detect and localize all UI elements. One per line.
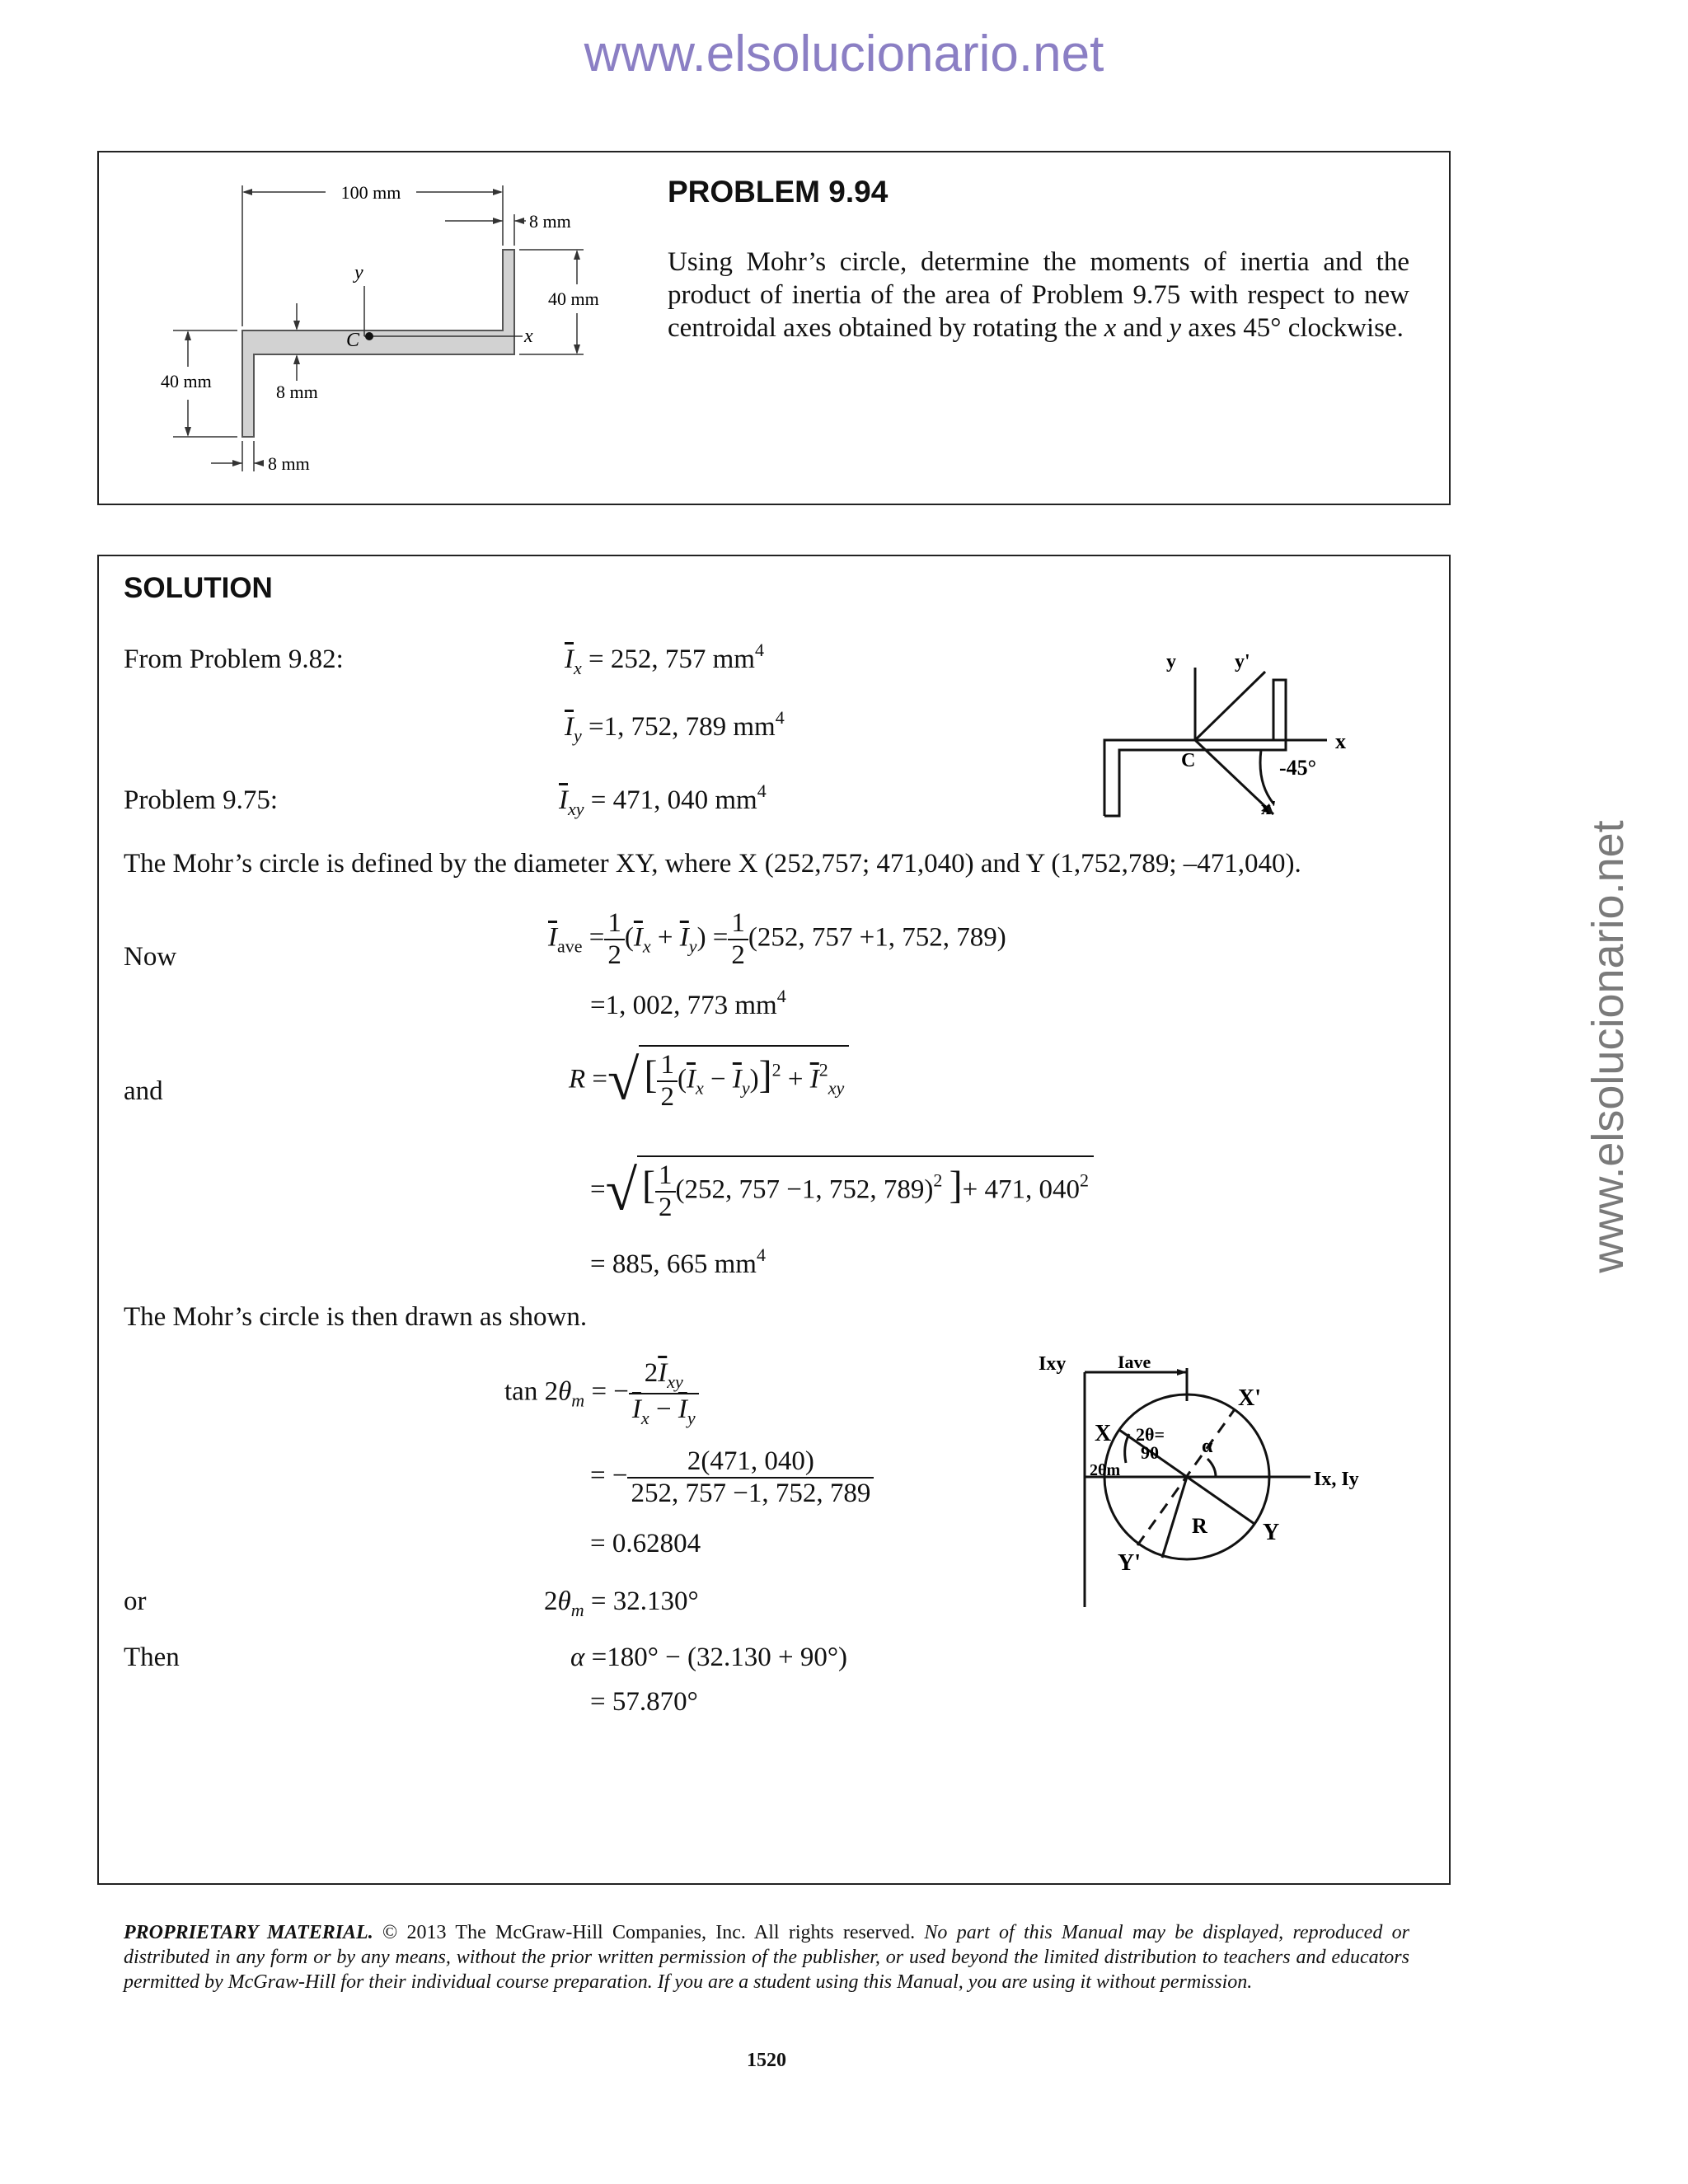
mohr-iave-label: Iave — [1118, 1352, 1151, 1372]
mohr-alpha-label: α — [1202, 1436, 1213, 1457]
mohr-yprime-label: Y' — [1118, 1550, 1141, 1576]
sketch1-angle: -45° — [1279, 756, 1317, 780]
ixy-equation: $\overline{I}_{xy} = 471$, 040 $mm^4$ — [559, 780, 767, 819]
problem-statement: Using Mohr’s circle, determine the moments of inertia and the product of inertia of the area of Problem 9.75 with respect to new centroidal axes obtained by rotating the x and y axes 45° clockwise. — [668, 247, 1409, 343]
problem-975-label: Problem 9.75: — [124, 785, 278, 815]
iy-equation: $\overline{I}_y =1$, 752, 789 $mm^4$ — [565, 707, 785, 746]
copyright-footer: PROPRIETARY MATERIAL. © 2013 The McGraw-Hill Companies, Inc. All rights reserved. No part of this Manual may be displayed, reproduced or distributed in any form or by any means, without the prior written permission of the publisher, or used beyond the limited distribution to teachers and educators permitted by McGraw-Hill for their individual course preparation. If you are a student using this Manual, you are using it without permission. — [124, 1922, 1409, 1993]
sketch1-c: C — [1181, 750, 1196, 771]
r-result: = 885, 665 $mm^4$ — [590, 1244, 766, 1279]
dim-100mm: 100 mm — [340, 182, 401, 203]
page-number: 1520 — [747, 2050, 786, 2071]
r-equation: R =√ [ $\frac{1}{2}$ $(\overline{I}_x - \overline{I}_y)]^2 + \overline{I}^2_{xy}$ — [569, 1045, 849, 1114]
rotated-axes-sketch — [1088, 643, 1401, 832]
mohr-axis-label: Ix, Iy — [1314, 1469, 1359, 1490]
dim-40mm-left: 40 mm — [161, 371, 212, 391]
sketch1-y: y — [1166, 651, 1176, 673]
watermark-side: www.elsolucionario.net — [1583, 820, 1633, 1273]
mohr-circle-sketch — [1039, 1343, 1385, 1615]
alpha-result: = 57.870° — [590, 1687, 698, 1717]
mohr-r-label: R — [1192, 1514, 1207, 1538]
now-label: Now — [124, 942, 177, 972]
mohr-2theta-label: 2θ= — [1136, 1424, 1165, 1445]
iave-equation: $\overline{I}_{ave}$ = $\frac{1}{2}$ $(\overline{I}_x + \overline{I}_y)$ = $\frac{1}{2}$ (252, 757 +1, 752, 789) — [548, 908, 1006, 970]
mohr-2theta-m-label: 2θm — [1090, 1461, 1121, 1479]
two-theta-equation: $2\theta_m = 32.130^\circ$ — [544, 1586, 699, 1620]
tan-result: = 0.62804 — [590, 1529, 701, 1558]
sketch1-yprime: y' — [1235, 651, 1250, 673]
z-section-figure — [148, 165, 643, 486]
mohr-definition: The Mohr’s circle is defined by the diameter XY, where X (252,757; 471,040) and Y (1,752,789; –471,040). — [124, 849, 1301, 879]
iave-result: =1, 002, 773 $mm^4$ — [590, 986, 786, 1020]
mohr-90-label: 90 — [1141, 1442, 1159, 1463]
circle-drawn-text: The Mohr’s circle is then drawn as shown. — [124, 1302, 588, 1332]
ix-equation: $\overline{I}_x = 252$, 757 $mm^4$ — [565, 640, 764, 678]
tan-substitution: = − $\frac{2(471, 040)}{252, 757 -1, 752, 789}$ — [590, 1446, 874, 1509]
dim-8mm-top: 8 mm — [529, 211, 571, 232]
z-section-shape — [242, 250, 514, 437]
mohr-xprime-label: X' — [1238, 1385, 1261, 1411]
centroid-point — [365, 332, 373, 340]
or-label: or — [124, 1586, 147, 1616]
dim-8mm-bottom: 8 mm — [268, 453, 310, 474]
then-label: Then — [124, 1643, 180, 1672]
from-problem-label: From Problem 9.82: — [124, 644, 344, 674]
watermark-top: www.elsolucionario.net — [584, 26, 1104, 82]
sketch1-xprime: x' — [1261, 798, 1277, 819]
mohr-y-label: Y — [1263, 1520, 1280, 1545]
and-label: and — [124, 1076, 163, 1106]
fig-label-c: C — [346, 330, 360, 351]
sketch1-x: x — [1335, 729, 1346, 753]
problem-title: PROBLEM 9.94 — [668, 175, 889, 209]
solution-title: SOLUTION — [124, 572, 273, 604]
dim-40mm-right: 40 mm — [548, 288, 599, 309]
fig-label-y: y — [354, 262, 363, 284]
r-substitution: =√ [ $\frac{1}{2}$ (252, 757 −1, 752, 789)$^2$ ]+ 471, $040^2$ — [590, 1155, 1094, 1225]
fig-label-x: x — [524, 326, 533, 347]
mohr-ixy-label: Ixy — [1039, 1353, 1067, 1375]
alpha-equation: α =180° − (32.130 + 90°) — [570, 1643, 848, 1672]
dim-8mm-mid: 8 mm — [276, 382, 318, 402]
mohr-x-label: X — [1095, 1421, 1112, 1446]
tan-equation: $\tan 2\theta_m$ = − $\frac{2\overline{I}_{xy}}{\overline{I}_x - \overline{I}_y}$ — [504, 1358, 699, 1429]
